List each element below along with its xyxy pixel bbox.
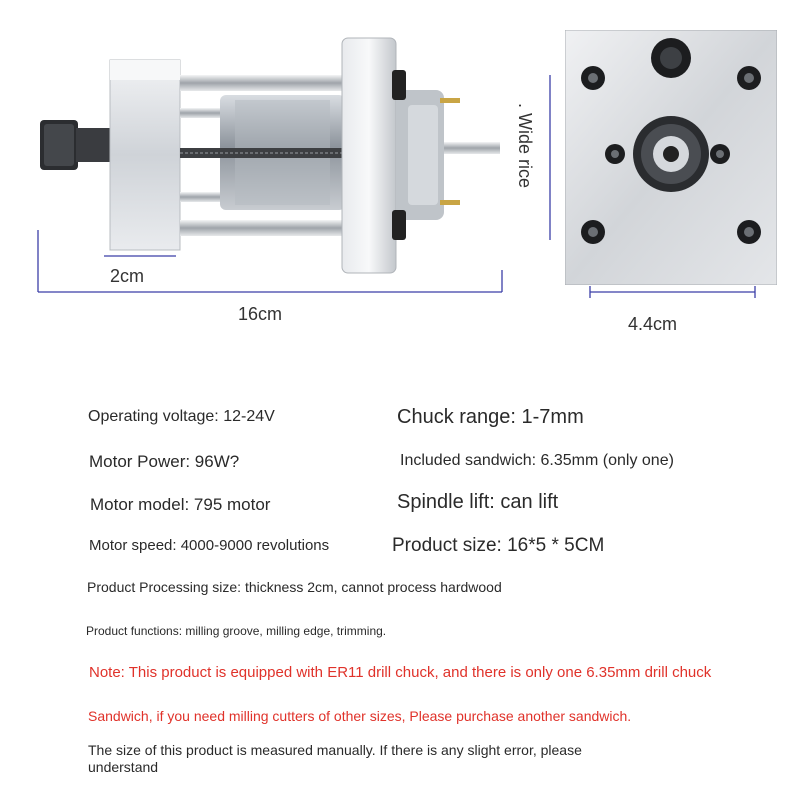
dimension-lines-right bbox=[540, 70, 770, 305]
note-line-2: Sandwich, if you need milling cutters of other sizes, Please purchase another sandwich. bbox=[88, 708, 632, 724]
dimension-16cm: 16cm bbox=[238, 304, 283, 324]
spec-power: Motor Power: 96W? bbox=[89, 452, 240, 471]
note-line-1: Note: This product is equipped with ER11 drill chuck, and there is only one 6.35mm drill chuck bbox=[89, 664, 712, 681]
spec-lift: Spindle lift: can lift bbox=[397, 491, 559, 513]
spec-size: Product size: 16*5 * 5CM bbox=[392, 535, 605, 556]
dimension-lines-left bbox=[30, 230, 510, 300]
spec-processing: Product Processing size: thickness 2cm, cannot process hardwood bbox=[87, 579, 502, 595]
dimension-wide-rice: . Wide rice bbox=[515, 102, 536, 189]
spec-chuck-range: Chuck range: 1-7mm bbox=[397, 406, 584, 428]
dimension-2cm: 2cm bbox=[110, 266, 145, 286]
spec-speed: Motor speed: 4000-9000 revolutions bbox=[89, 537, 330, 554]
spec-functions: Product functions: milling groove, milling edge, trimming. bbox=[86, 624, 387, 638]
dimension-4-4cm: 4.4cm bbox=[628, 314, 678, 334]
spec-sandwich: Included sandwich: 6.35mm (only one) bbox=[400, 452, 674, 469]
spec-voltage: Operating voltage: 12-24V bbox=[88, 408, 275, 425]
measurement-note: The size of this product is measured manually. If there is any slight error, please understand bbox=[88, 742, 582, 775]
spec-model: Motor model: 795 motor bbox=[90, 495, 271, 514]
